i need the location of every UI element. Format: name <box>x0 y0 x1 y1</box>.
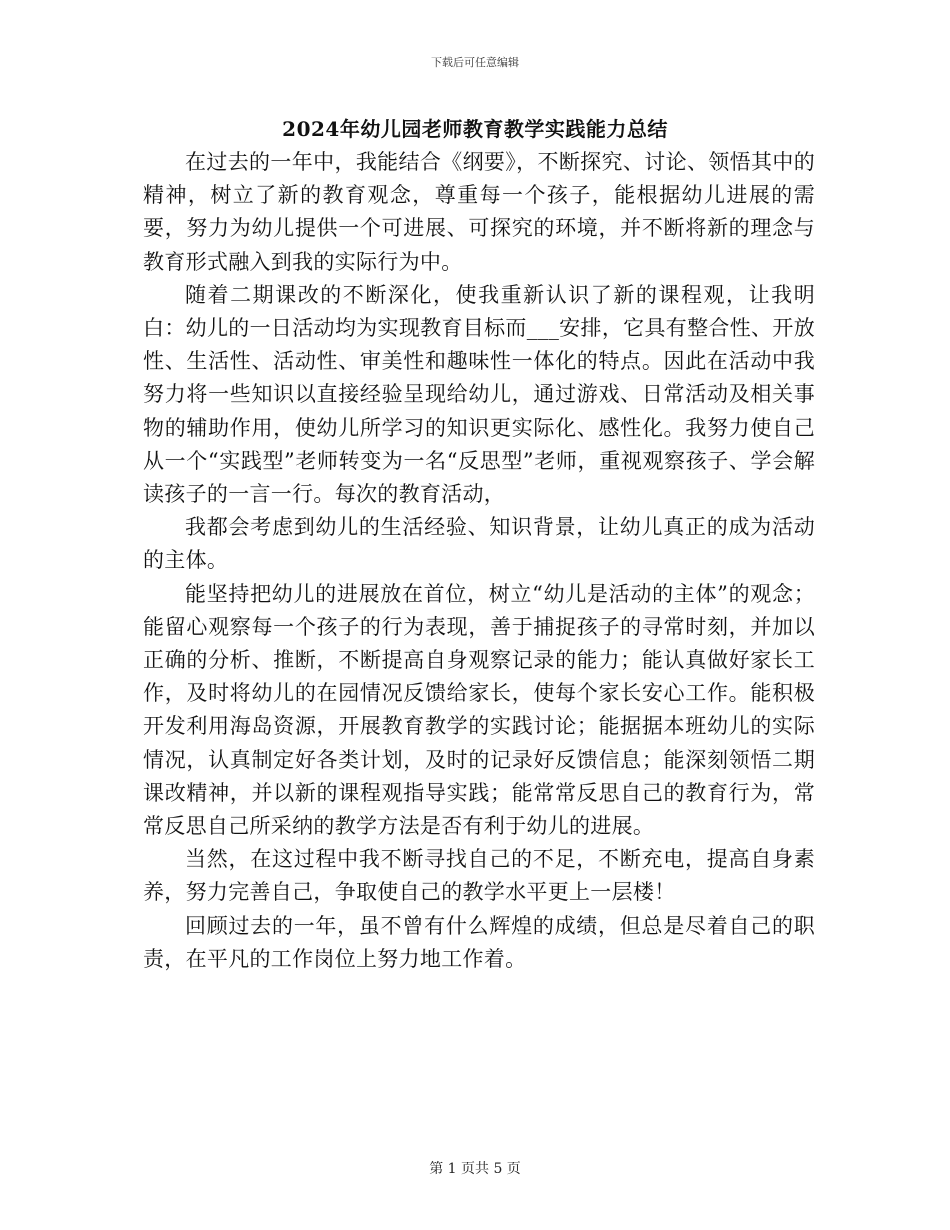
paragraph-3: 我都会考虑到幼儿的生活经验、知识背景，让幼儿真正的成为活动的主体。 <box>143 515 815 573</box>
paragraph-5: 当然，在这过程中我不断寻找自己的不足，不断充电，提高自身素养，努力完善自己，争取使自己的教学水平更上一层楼！ <box>143 847 815 905</box>
document-body <box>143 146 815 976</box>
paragraph-1: 在过去的一年中，我能结合《纲要》，不断探究、讨论、领悟其中的精神，树立了新的教育观念，尊重每一个孩子，能根据幼儿进展的需要，努力为幼儿提供一个可进展、可探究的环境，并不断将新的理念与教育形式融入到我的实际行为中。 <box>143 150 815 274</box>
page-footer: 第 1 页共 5 页 <box>429 1161 521 1177</box>
header-note: 下载后可任意编辑 <box>431 56 519 69</box>
paragraph-2: 随着二期课改的不断深化，使我重新认识了新的课程观，让我明白：幼儿的一日活动均为实现教育目标而___安排，它具有整合性、开放性、生活性、活动性、审美性和趣味性一体化的特点。因此在活动中我努力将一些知识以直接经验呈现给幼儿，通过游戏、日常活动及相关事物的辅助作用，使幼儿所学习的知识更实际化、感性化。我努力使自己从一个“实践型”老师转变为一名“反思型”老师，重视观察孩子、学会解读孩子的一言一行。每次的教育活动， <box>143 282 815 507</box>
paragraph-4: 能坚持把幼儿的进展放在首位，树立“幼儿是活动的主体”的观念；能留心观察每一个孩子的行为表现，善于捕捉孩子的寻常时刻，并加以正确的分析、推断，不断提高自身观察记录的能力；能认真做好家长工作，及时将幼儿的在园情况反馈给家长，使每个家长安心工作。能积极开发利用海岛资源，开展教育教学的实践讨论；能据据本班幼儿的实际情况，认真制定好各类计划，及时的记录好反馈信息；能深刻领悟二期课改精神，并以新的课程观指导实践；能常常反思自己的教育行为，常常反思自己所采纳的教学方法是否有利于幼儿的进展。 <box>143 581 815 839</box>
paragraph-6: 回顾过去的一年，虽不曾有什么辉煌的成绩，但总是尽着自己的职责，在平凡的工作岗位上努力地工作着。 <box>143 913 815 971</box>
document-title: 2024年幼儿园老师教育教学实践能力总结 <box>282 117 668 141</box>
